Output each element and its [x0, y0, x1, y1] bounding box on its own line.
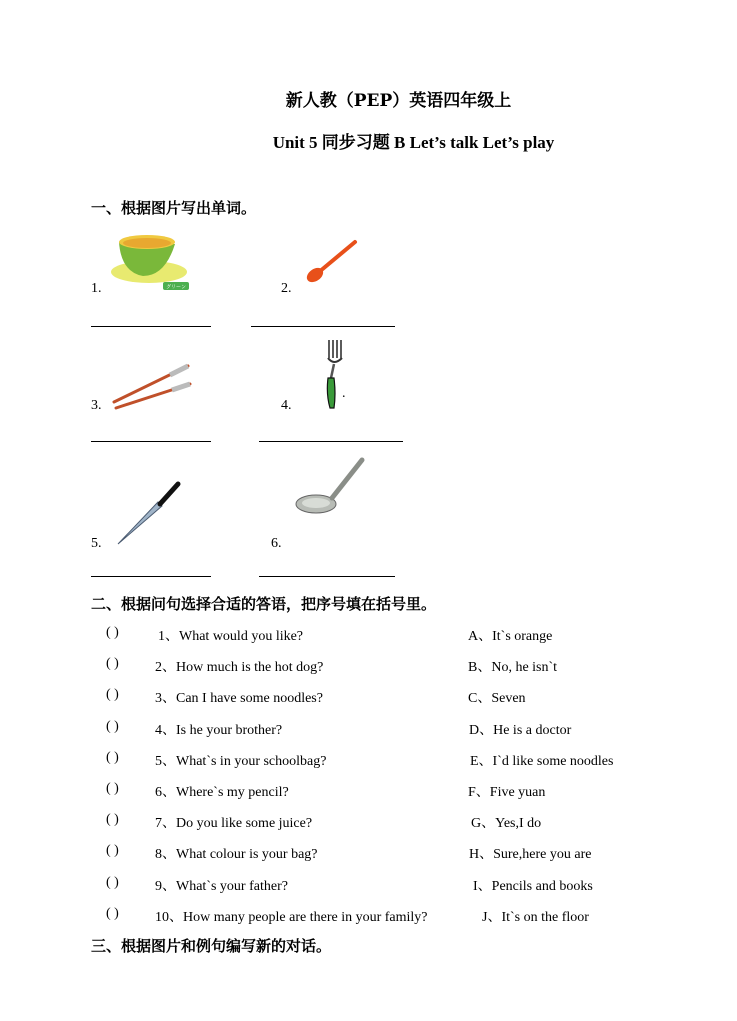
answer-paren-6[interactable]: ( ): [106, 781, 119, 796]
question-7: 7、Do you like some juice?: [155, 816, 313, 831]
stray-dot: .: [342, 386, 346, 401]
answer-paren-7[interactable]: ( ): [106, 812, 119, 827]
question-5: 5、What`s in your schoolbag?: [155, 754, 327, 769]
serving-spoon-icon: [296, 454, 368, 516]
answer-paren-1[interactable]: ( ): [106, 625, 119, 640]
page-title: 新人教（PEP）英语四年级上: [285, 91, 512, 111]
answer-paren-3[interactable]: ( ): [106, 687, 119, 702]
answer-option-10: J、It`s on the floor: [482, 910, 589, 925]
question-9: 9、What`s your father?: [155, 879, 288, 894]
answer-paren-2[interactable]: ( ): [106, 656, 119, 671]
item-1-label: 1.: [91, 281, 102, 296]
spoon-icon: [303, 238, 361, 284]
answer-line-4[interactable]: [259, 441, 403, 442]
question-3: 3、Can I have some noodles?: [155, 691, 323, 706]
question-10: 10、How many people are there in your family?: [155, 910, 428, 925]
answer-paren-5[interactable]: ( ): [106, 750, 119, 765]
answer-line-3[interactable]: [91, 441, 211, 442]
question-8: 8、What colour is your bag?: [155, 847, 318, 862]
chopsticks-icon: [110, 362, 192, 410]
answer-option-8: H、Sure,here you are: [469, 847, 592, 862]
question-4: 4、Is he your brother?: [155, 723, 283, 738]
question-1: 1、What would you like?: [158, 629, 304, 644]
question-6: 6、Where`s my pencil?: [155, 785, 289, 800]
answer-option-2: B、No, he isn`t: [468, 660, 558, 675]
bowl-tag: グリーン: [166, 284, 186, 291]
item-4-label: 4.: [281, 398, 292, 413]
answer-line-5[interactable]: [91, 576, 211, 577]
question-2: 2、How much is the hot dog?: [155, 660, 324, 675]
answer-option-7: G、Yes,I do: [471, 816, 542, 831]
knife-icon: [116, 478, 182, 546]
answer-paren-9[interactable]: ( ): [106, 875, 119, 890]
answer-line-2[interactable]: [251, 326, 395, 327]
answer-line-1[interactable]: [91, 326, 211, 327]
answer-line-6[interactable]: [259, 576, 395, 577]
answer-option-3: C、Seven: [468, 691, 526, 706]
answer-option-5: E、I`d like some noodles: [470, 754, 614, 769]
answer-paren-8[interactable]: ( ): [106, 843, 119, 858]
answer-paren-4[interactable]: ( ): [106, 719, 119, 734]
answer-option-9: I、Pencils and books: [473, 879, 593, 894]
section2-heading: 二、根据问句选择合适的答语，把序号填在括号里。: [91, 595, 437, 613]
page-subtitle: Unit 5 同步习题 B Let’s talk Let’s play: [272, 133, 555, 152]
section3-heading: 三、根据图片和例句编写新的对话。: [91, 937, 332, 955]
answer-option-6: F、Five yuan: [468, 785, 546, 800]
item-6-label: 6.: [271, 536, 282, 551]
bowl-icon: [113, 232, 193, 294]
section1-heading: 一、根据图片写出单词。: [91, 199, 257, 217]
item-2-label: 2.: [281, 281, 292, 296]
answer-option-4: D、He is a doctor: [469, 723, 572, 738]
answer-paren-10[interactable]: ( ): [106, 906, 119, 921]
item-3-label: 3.: [91, 398, 102, 413]
item-5-label: 5.: [91, 536, 102, 551]
answer-option-1: A、It`s orange: [468, 629, 553, 644]
